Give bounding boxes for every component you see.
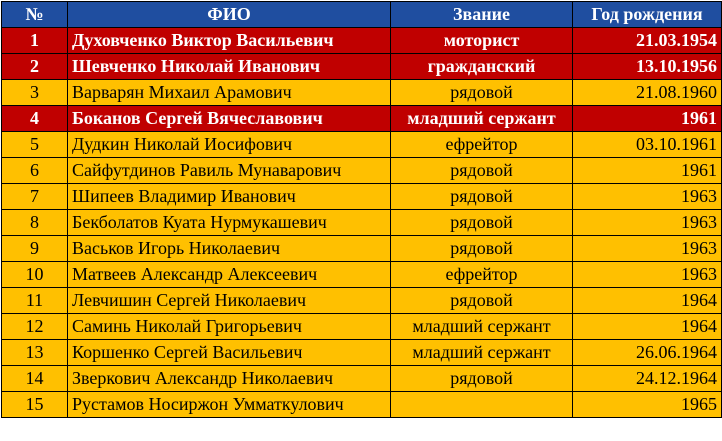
- cell-full-name: Матвеев Александр Алексеевич: [68, 262, 391, 288]
- header-birth-year: Год рождения: [573, 2, 722, 28]
- cell-birth-year: 26.06.1964: [573, 340, 722, 366]
- cell-number: 3: [2, 80, 68, 106]
- cell-number: 13: [2, 340, 68, 366]
- cell-rank: ефрейтор: [391, 262, 573, 288]
- table-row: [2, 80, 722, 106]
- cell-rank: [391, 392, 573, 418]
- cell-full-name: Левчишин Сергей Николаевич: [68, 288, 391, 314]
- cell-full-name: Шевченко Николай Иванович: [68, 54, 391, 80]
- cell-number: 5: [2, 132, 68, 158]
- cell-rank: рядовой: [391, 288, 573, 314]
- cell-rank: моторист: [391, 28, 573, 54]
- cell-rank: рядовой: [391, 366, 573, 392]
- cell-full-name: Рустамов Носиржон Умматкулович: [68, 392, 391, 418]
- cell-full-name: Бекболатов Куата Нурмукашевич: [68, 210, 391, 236]
- table-row: [2, 210, 722, 236]
- cell-full-name: Васьков Игорь Николаевич: [68, 236, 391, 262]
- table-row: [2, 366, 722, 392]
- cell-number: 2: [2, 54, 68, 80]
- table-row: [2, 158, 722, 184]
- table-body: [2, 28, 722, 418]
- cell-birth-year: 21.08.1960: [573, 80, 722, 106]
- cell-number: 1: [2, 28, 68, 54]
- cell-birth-year: 24.12.1964: [573, 366, 722, 392]
- cell-number: 8: [2, 210, 68, 236]
- table-header: [2, 2, 722, 28]
- cell-full-name: Зверкович Александр Николаевич: [68, 366, 391, 392]
- cell-full-name: Саминь Николай Григорьевич: [68, 314, 391, 340]
- table-row: [2, 314, 722, 340]
- cell-rank: гражданский: [391, 54, 573, 80]
- cell-number: 14: [2, 366, 68, 392]
- cell-number: 6: [2, 158, 68, 184]
- cell-full-name: Духовченко Виктор Васильевич: [68, 28, 391, 54]
- cell-birth-year: 1963: [573, 262, 722, 288]
- cell-birth-year: 13.10.1956: [573, 54, 722, 80]
- table-row: [2, 106, 722, 132]
- cell-rank: рядовой: [391, 184, 573, 210]
- table-row: [2, 262, 722, 288]
- cell-birth-year: 1961: [573, 106, 722, 132]
- cell-rank: рядовой: [391, 158, 573, 184]
- cell-number: 9: [2, 236, 68, 262]
- cell-rank: младший сержант: [391, 340, 573, 366]
- table-row: [2, 132, 722, 158]
- cell-full-name: Дудкин Николай Иосифович: [68, 132, 391, 158]
- cell-full-name: Шипеев Владимир Иванович: [68, 184, 391, 210]
- cell-full-name: Сайфутдинов Равиль Мунаварович: [68, 158, 391, 184]
- cell-birth-year: 1965: [573, 392, 722, 418]
- cell-number: 11: [2, 288, 68, 314]
- cell-birth-year: 21.03.1954: [573, 28, 722, 54]
- cell-rank: рядовой: [391, 210, 573, 236]
- cell-rank: младший сержант: [391, 106, 573, 132]
- cell-full-name: Варварян Михаил Арамович: [68, 80, 391, 106]
- header-full-name: ФИО: [68, 2, 391, 28]
- cell-full-name: Боканов Сергей Вячеславович: [68, 106, 391, 132]
- cell-number: 12: [2, 314, 68, 340]
- cell-number: 10: [2, 262, 68, 288]
- cell-birth-year: 1964: [573, 314, 722, 340]
- table-row: [2, 392, 722, 418]
- cell-rank: рядовой: [391, 236, 573, 262]
- table-row: [2, 54, 722, 80]
- cell-birth-year: 1964: [573, 288, 722, 314]
- cell-birth-year: 1963: [573, 210, 722, 236]
- cell-number: 7: [2, 184, 68, 210]
- table-row: [2, 28, 722, 54]
- header-row: [2, 2, 722, 28]
- cell-birth-year: 1963: [573, 184, 722, 210]
- cell-rank: ефрейтор: [391, 132, 573, 158]
- table-row: [2, 184, 722, 210]
- table-row: [2, 340, 722, 366]
- cell-number: 4: [2, 106, 68, 132]
- table-row: [2, 236, 722, 262]
- header-rank: Звание: [391, 2, 573, 28]
- cell-full-name: Коршенко Сергей Васильевич: [68, 340, 391, 366]
- roster-table: [1, 1, 722, 418]
- header-number: №: [2, 2, 68, 28]
- cell-birth-year: 1963: [573, 236, 722, 262]
- cell-number: 15: [2, 392, 68, 418]
- cell-rank: младший сержант: [391, 314, 573, 340]
- cell-rank: рядовой: [391, 80, 573, 106]
- cell-birth-year: 03.10.1961: [573, 132, 722, 158]
- cell-birth-year: 1961: [573, 158, 722, 184]
- table-row: [2, 288, 722, 314]
